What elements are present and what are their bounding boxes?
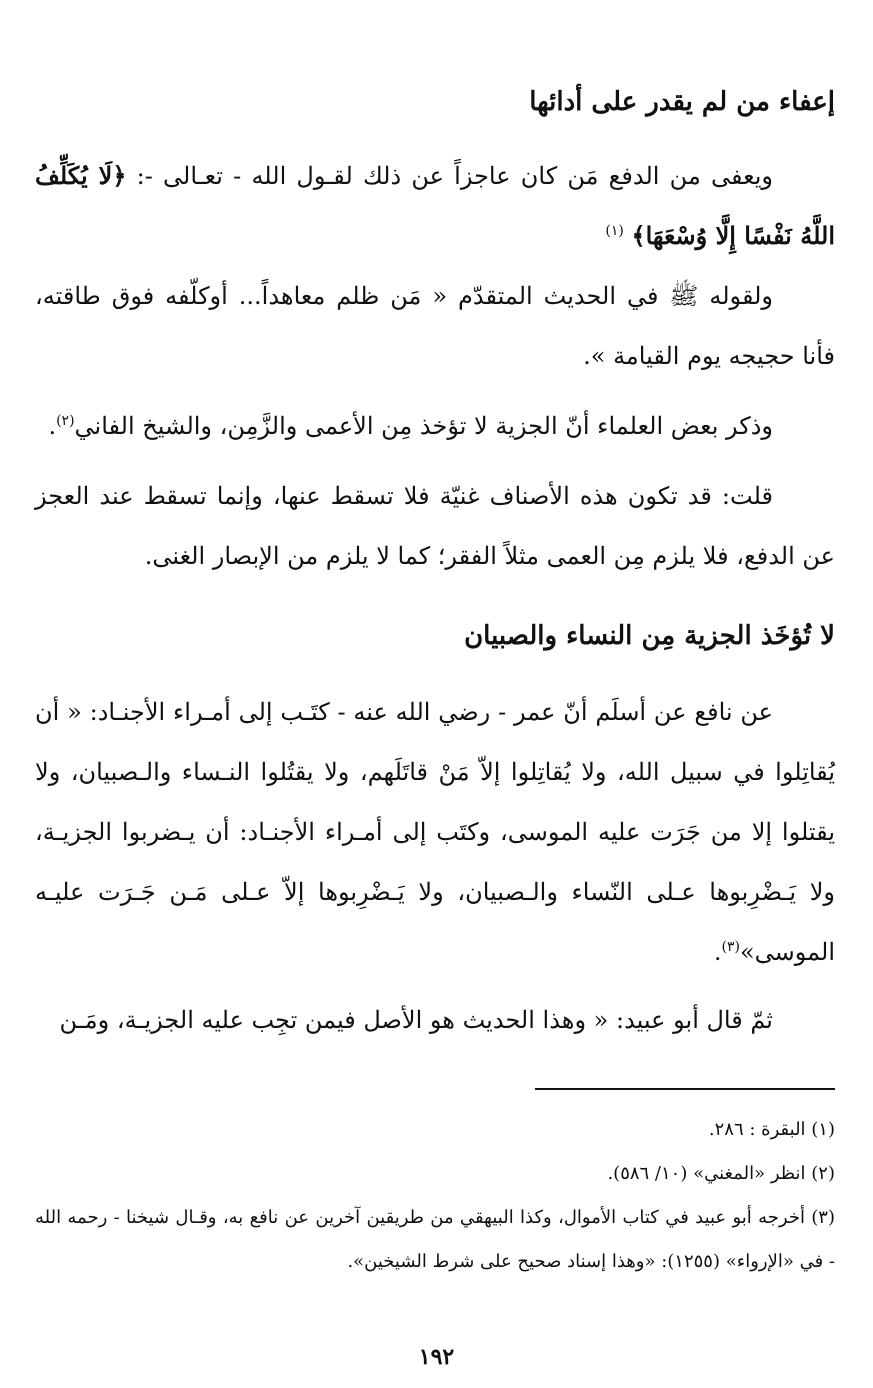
section-heading-exemption: إعفاء من لم يقدر على أدائها: [529, 87, 835, 117]
paragraph-text: عن نافع عن أسلَم أنّ عمر - رضي الله عنه - كتَـب إلى أمـراء الأجنـاد: « أن يُقاتِلوا في سبيل الله، ولا يُقاتِلوا إلاّ مَنْ قاتَلَهم، ولا يقتُلوا النـساء والـصبيان، ولا يقتلوا إلا من جَرَت عليه الموسى، وكتَب إلى أمـراء الأجنـاد: أن يـضربوا الجزيـة، ولا يَـضْرِبوها عـلى النّساء والـصبيان، ولا يَـضْرِبوها إلاّ عـلى مَـن جَـرَت عليـه الموسى»: [35, 698, 835, 966]
footnote-2: (٢) انظر «المغني» (١٠/ ٥٨٦).: [607, 1163, 835, 1184]
paragraph-abu-ubaid: [35, 990, 835, 1050]
footnote-ref-1: (١): [605, 223, 624, 239]
footnote-3: (٣) أخرجه أبو عبيد في كتاب الأموال، وكذا البيهقي من طريقين آخرين عن نافع به، وقـال شيخنا - رحمه الله - في «الإرواء» (١٢٥٥): «وهذا إسناد صحيح على شرط الشيخين».: [35, 1207, 835, 1272]
paragraph-text: ولقوله ﷺ في الحديث المتقدّم « مَن ظلم معاهداً... أوكلّفه فوق طاقته، فأنا حجيجه يوم القيامة ».: [35, 282, 835, 370]
footnote-1: (١) البقرة : ٢٨٦.: [708, 1119, 835, 1140]
paragraph-end-punct: .: [713, 938, 722, 966]
section-heading-women-children: لا تُؤخَذ الجزية مِن النساء والصبيان: [464, 621, 835, 651]
paragraph-umar-letter: [35, 682, 835, 982]
footnote-ref-2: (٢): [56, 413, 75, 429]
paragraph-text: ثمّ قال أبو عبيد: « وهذا الحديث هو الأصل فيمن تجِب عليه الجزيـة، ومَـن: [59, 1006, 773, 1034]
quran-verse: ﴿لَا يُكَلِّفُ اللَّهُ نَفْسًا إِلَّا وُسْعَهَا﴾: [35, 161, 835, 250]
page-number: ١٩٢: [418, 1344, 455, 1370]
paragraph-text: ويعفى من الدفع مَن كان عاجزاً عن ذلك لقـول الله - تعـالى -:: [126, 162, 774, 190]
paragraph-hadith-covenant: [35, 266, 835, 386]
paragraph-author-comment: [35, 466, 835, 586]
paragraph-text: قلت: قد تكون هذه الأصناف غنيّة فلا تسقط عنها، وإنما تسقط عند العجز عن الدفع، فلا يلزم مِن العمى مثلاً الفقر؛ كما لا يلزم من الإبصار الغنى.: [35, 482, 835, 570]
paragraph-scholars-blind: [35, 396, 835, 456]
footnotes: [35, 1108, 835, 1284]
footnote-ref-3: (٣): [721, 939, 740, 955]
paragraph-end-punct: .: [48, 412, 57, 440]
paragraph-exemption-verse: [35, 146, 835, 266]
footnote-divider: [535, 1088, 835, 1090]
paragraph-text: وذكر بعض العلماء أنّ الجزية لا تؤخذ مِن الأعمى والزَّمِن، والشيخ الفاني: [74, 412, 773, 440]
